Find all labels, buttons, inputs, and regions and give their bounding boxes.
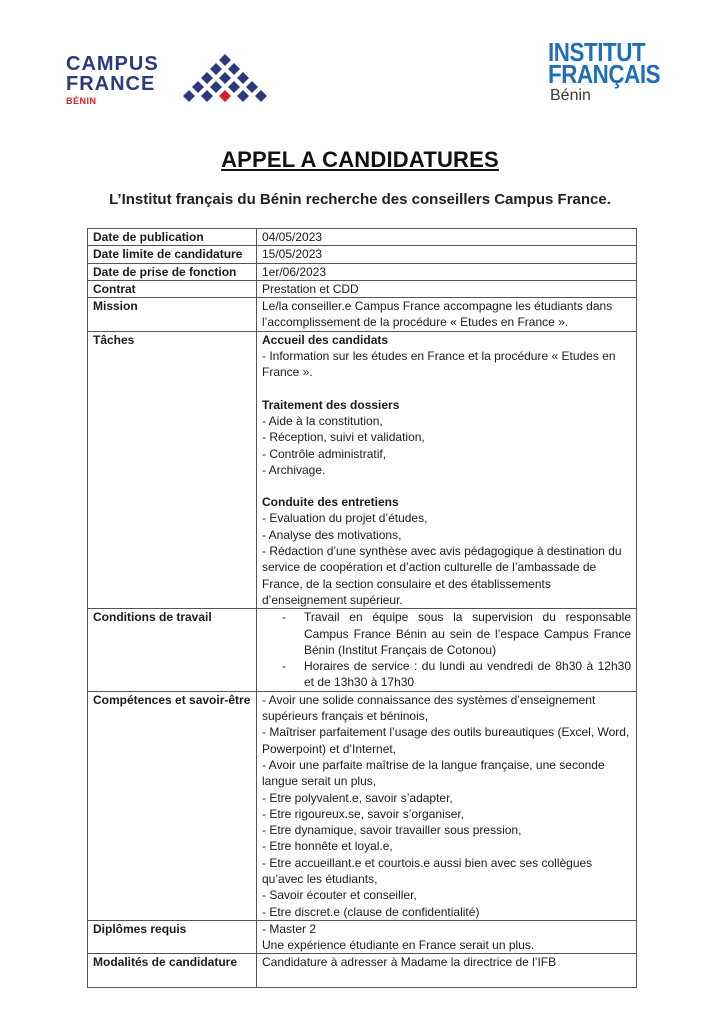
row-value-prise: 1er/06/2023: [257, 263, 637, 280]
institut-francais-logo-country: Bénin: [550, 87, 591, 104]
job-details-table: [87, 228, 637, 988]
list-item: - Travail en équipe sous la supervision du responsable Campus France Bénin au sein de l’espace Campus France Bénin (Institut Français de Cotonou): [282, 609, 631, 658]
list-item: - Etre accueillant.e et courtois.e aussi bien avec ses collègues qu’avec les étudiants,: [262, 855, 593, 886]
taches-item: - Archivage.: [262, 462, 326, 477]
taches-item: - Contrôle administratif,: [262, 446, 387, 461]
taches-item: - Réception, suivi et validation,: [262, 430, 425, 445]
institut-francais-logo-line1: INSTITUT: [548, 37, 646, 67]
table-row: [88, 691, 637, 920]
diplomes-line: - Master 2: [262, 921, 317, 936]
list-item: - Avoir une solide connaissance des systèmes d’enseignement supérieurs français et béninois,: [262, 692, 596, 724]
taches-section-title: Conduite des entretiens: [262, 495, 399, 510]
list-item: - Maîtriser parfaitement l’usage des outils bureautiques (Excel, Word, Powerpoint) et d’Internet,: [262, 725, 630, 756]
diplomes-line: Une expérience étudiante en France serait un plus.: [262, 938, 535, 953]
row-value-contrat: Prestation et CDD: [257, 280, 637, 297]
row-label-taches: Tâches: [88, 331, 257, 608]
table-row: [88, 331, 637, 608]
list-item: - Savoir écouter et conseiller,: [262, 888, 417, 903]
row-value-publication: 04/05/2023: [257, 229, 637, 246]
row-label-contrat: Contrat: [88, 280, 257, 297]
row-label-conditions: Conditions de travail: [88, 609, 257, 691]
table-row: [88, 280, 637, 297]
row-value-diplomes: [257, 920, 637, 954]
taches-item: - Analyse des motivations,: [262, 527, 402, 542]
campus-france-logo: [66, 54, 276, 110]
row-label-mission: Mission: [88, 298, 257, 332]
taches-section-title: Accueil des candidats: [262, 332, 389, 347]
list-item: - Horaires de service : du lundi au vendredi de 8h30 à 12h30 et de 13h30 à 17h30: [282, 658, 631, 691]
list-item: - Etre honnête et loyal.e,: [262, 839, 393, 854]
row-label-publication: Date de publication: [88, 229, 257, 246]
row-value-limite: 15/05/2023: [257, 246, 637, 263]
diamond-grid-icon: [180, 54, 270, 106]
taches-item: - Rédaction d’une synthèse avec avis pédagogique à destination du service de coopération et d’action culturelle de l’ambassade de France, de la section consulaire et des établissements d’enseignement supérieur.: [262, 544, 622, 607]
list-item: - Etre dynamique, savoir travailler sous pression,: [262, 823, 522, 838]
row-label-diplomes: Diplômes requis: [88, 920, 257, 954]
table-row: [88, 246, 637, 263]
taches-item: - Information sur les études en France et la procédure « Etudes en France ».: [262, 349, 616, 380]
row-label-limite: Date limite de candidature: [88, 246, 257, 263]
campus-france-logo-country: BÉNIN: [66, 96, 97, 106]
list-item: - Etre discret.e (clause de confidentialité): [262, 904, 480, 919]
row-value-mission: Le/la conseiller.e Campus France accompagne les étudiants dans l’accomplissement de la procédure « Etudes en France ».: [257, 298, 637, 332]
page-title: APPEL A CANDIDATURES: [221, 147, 499, 172]
row-label-prise: Date de prise de fonction: [88, 263, 257, 280]
row-label-competences: Compétences et savoir-être: [88, 691, 257, 920]
campus-france-logo-line2: FRANCE: [66, 73, 156, 95]
campus-france-logo-line1: CAMPUS: [66, 53, 159, 75]
row-value-taches: [257, 331, 637, 608]
list-item: - Etre rigoureux.se, savoir s’organiser,: [262, 806, 465, 821]
institut-francais-logo-line2: FRANÇAIS: [548, 59, 661, 89]
list-item: - Etre polyvalent.e, savoir s’adapter,: [262, 790, 453, 805]
table-row: [88, 609, 637, 691]
page-subtitle: L’Institut français du Bénin recherche des conseillers Campus France.: [109, 191, 611, 208]
table-row: [88, 229, 637, 246]
list-item: - Avoir une parfaite maîtrise de la langue française, une seconde langue serait un plus,: [262, 757, 605, 789]
taches-item: - Aide à la constitution,: [262, 413, 383, 428]
table-row: [88, 954, 637, 987]
table-row: [88, 298, 637, 332]
table-row: [88, 920, 637, 954]
table-row: [88, 263, 637, 280]
taches-section-title: Traitement des dossiers: [262, 397, 400, 412]
institut-francais-logo: [548, 37, 673, 105]
row-value-competences: [257, 691, 637, 920]
conditions-list: [262, 609, 631, 690]
row-value-conditions: [257, 609, 637, 691]
taches-item: - Evaluation du projet d’études,: [262, 511, 428, 526]
row-value-modalites: Candidature à adresser à Madame la directrice de l’IFB: [257, 954, 637, 987]
row-label-modalites: Modalités de candidature: [88, 954, 257, 987]
